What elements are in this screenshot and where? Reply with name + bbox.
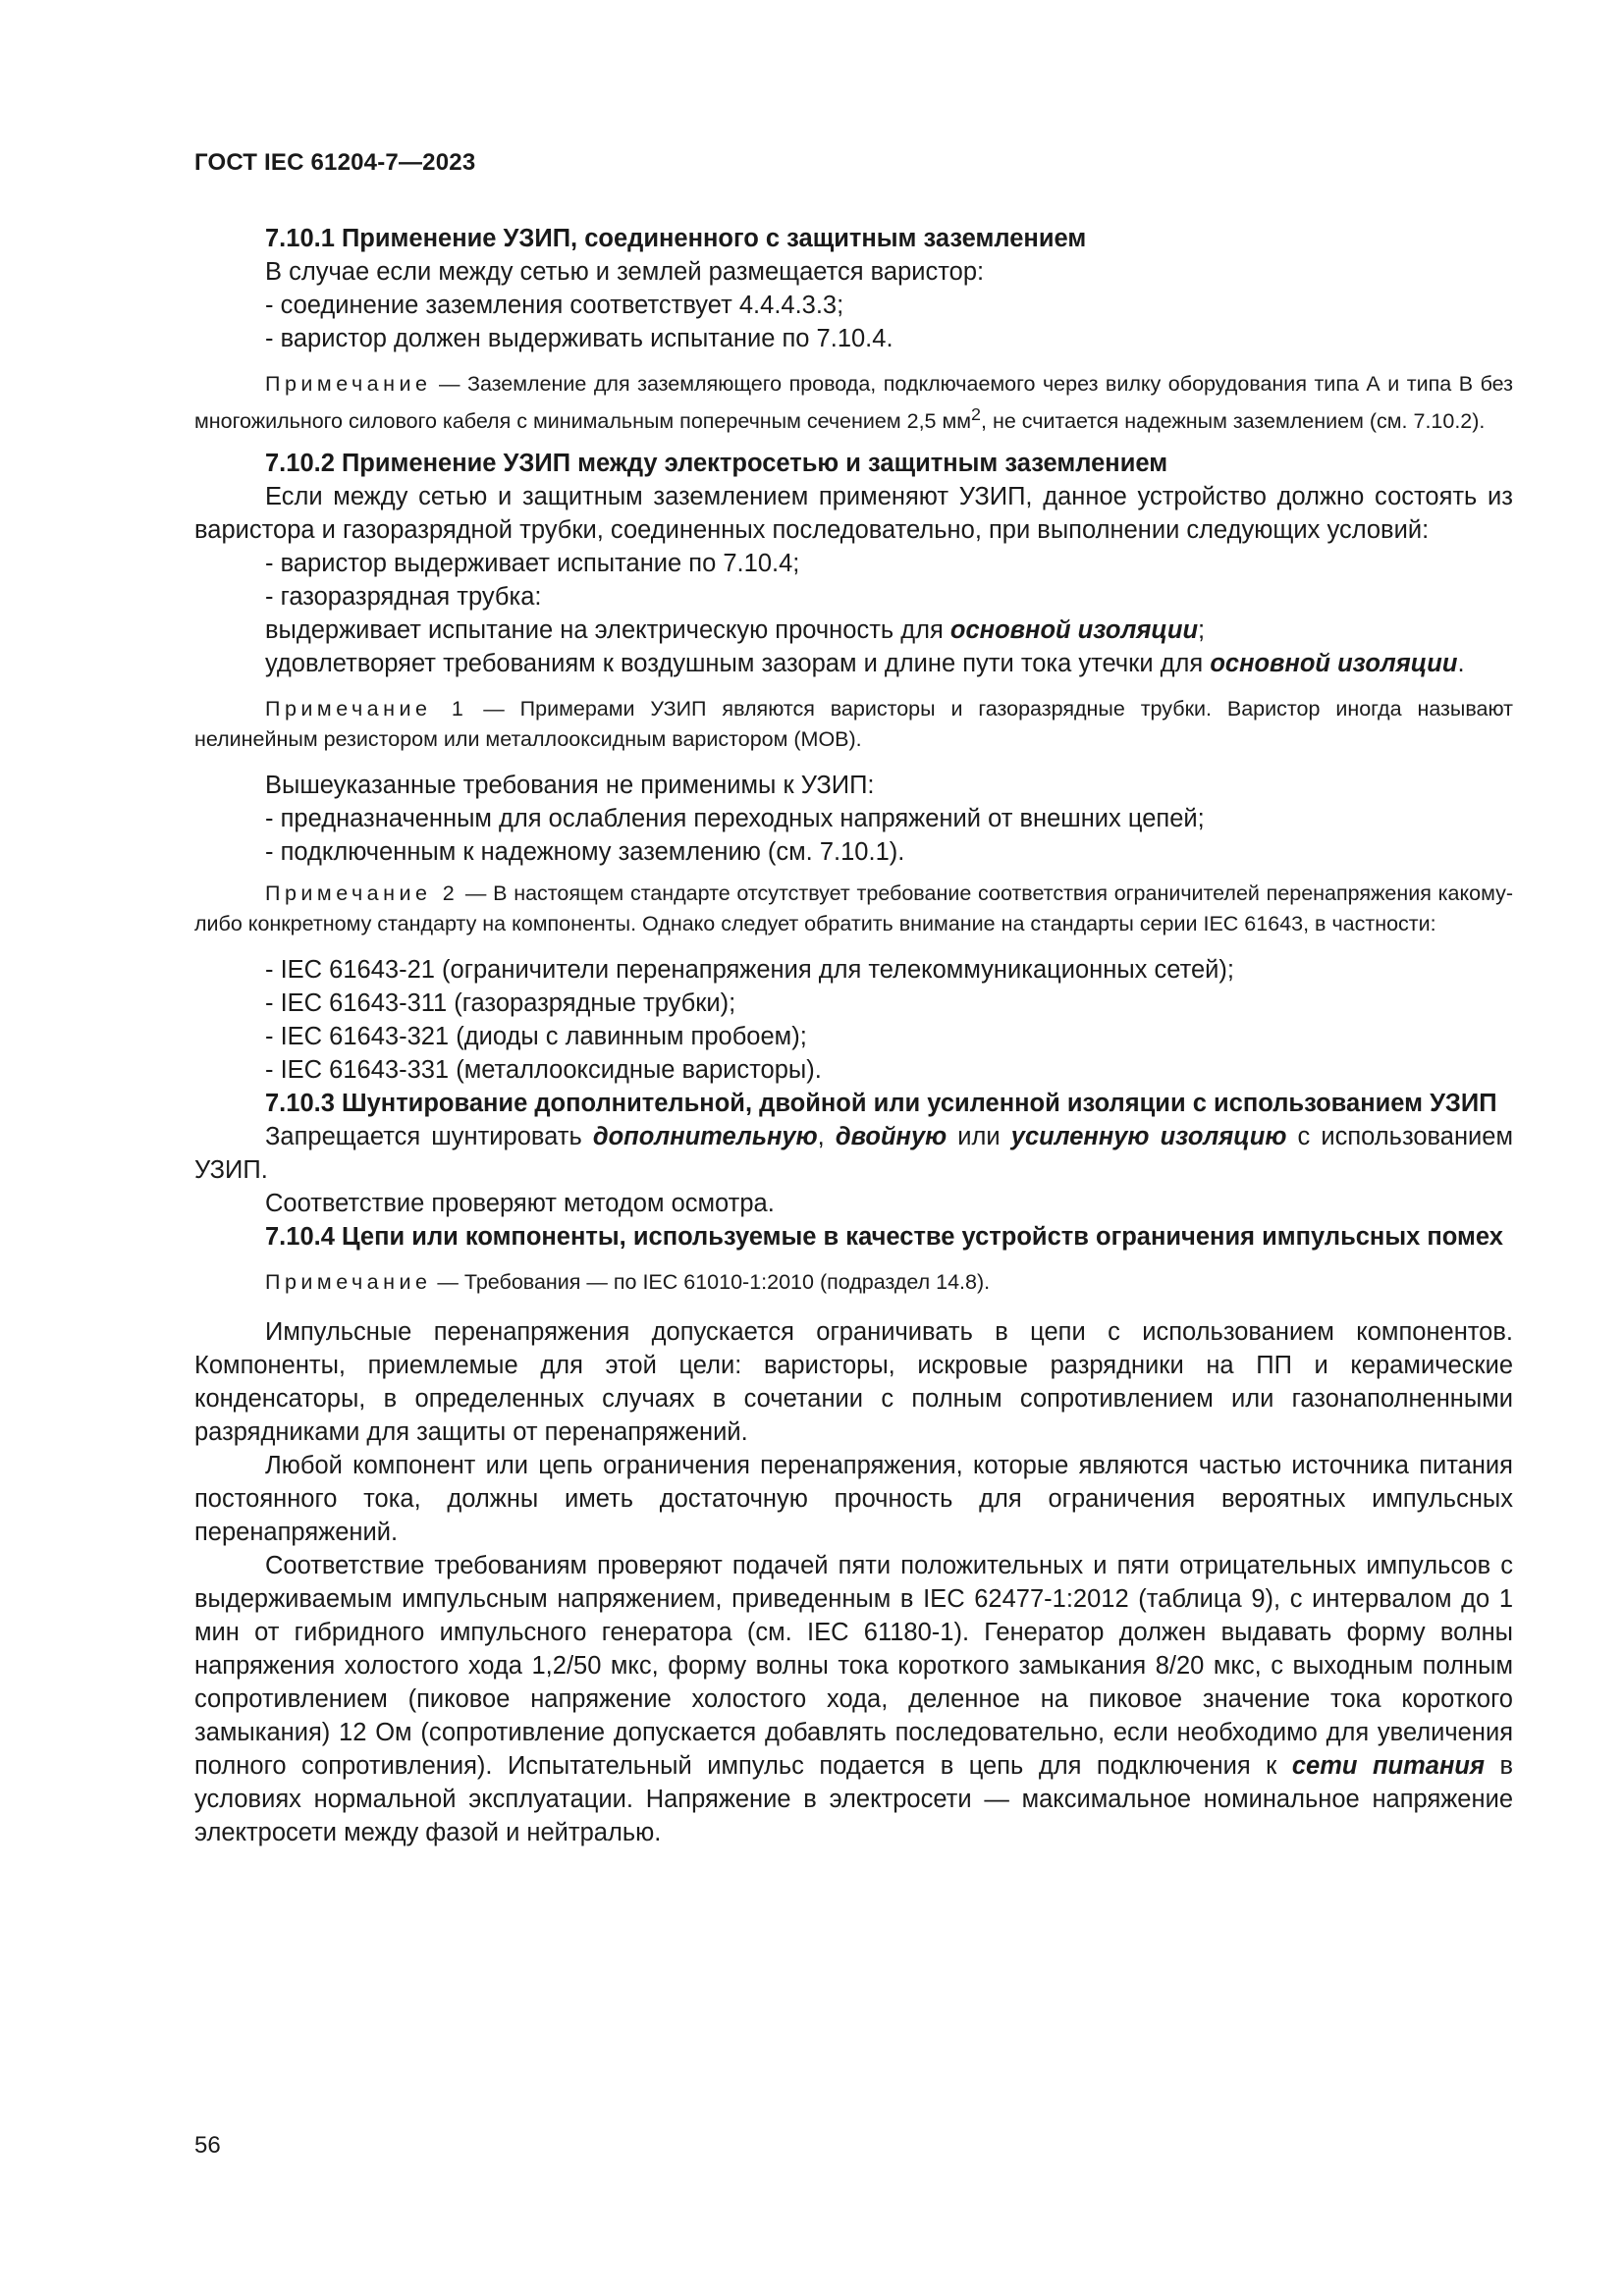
note-text: — Требования — по IEC 61010-1:2010 (подраздел 14.8). xyxy=(431,1270,991,1295)
paragraph xyxy=(194,1549,1513,1849)
text-run: ; xyxy=(1198,616,1206,645)
text-run: в условиях нормальной эксплуатации. Напряжение в электросети — максимальное номинальное напряжение электросети между фазой и нейтралью. xyxy=(194,1752,1514,1847)
section-heading-7-10-4: 7.10.4 Цепи или компоненты, используемые в качестве устройств ограничения импульсных помех xyxy=(265,1223,1503,1252)
list-item: - предназначенным для ослабления переходных напряжений от внешних цепей; xyxy=(265,805,1205,833)
section-heading-7-10-3: 7.10.3 Шунтирование дополнительной, двойной или усиленной изоляции с использованием УЗИП xyxy=(265,1090,1497,1118)
list-item: - варистор должен выдерживать испытание по 7.10.4. xyxy=(265,325,893,352)
list-item: - соединение заземления соответствует 4.4.4.3.3; xyxy=(265,292,844,319)
section-heading-7-10-2: 7.10.2 Применение УЗИП между электросетью и защитным заземлением xyxy=(265,450,1168,478)
paragraph: Вышеуказанные требования не применимы к УЗИП: xyxy=(265,772,875,800)
list-item: - варистор выдерживает испытание по 7.10.4; xyxy=(265,550,800,578)
note-label: Примечание 2 xyxy=(265,881,460,906)
list-item: - IEC 61643-321 (диоды с лавинным пробоем); xyxy=(265,1023,807,1051)
note-label: Примечание xyxy=(265,1270,432,1295)
paragraph: Любой компонент или цепь ограничения перенапряжения, которые являются частью источника питания постоянного тока, должны иметь достаточную прочность для ограничения вероятных импульсных перенапряжений. xyxy=(194,1452,1513,1547)
note-text: — Заземление для заземляющего провода, подключаемого через вилку оборудования типа А и типа В без многожильного силового кабеля с минимальным поперечным сечением 2,5 мм xyxy=(194,372,1513,434)
superscript: 2 xyxy=(971,404,982,424)
text-run: с использованием УЗИП. xyxy=(194,1123,1514,1185)
list-item: - газоразрядная трубка: xyxy=(265,583,542,612)
note-text: — Примерами УЗИП являются варисторы и газоразрядные трубки. Варистор иногда называют нелинейным резистором или металлооксидным варистором (MOB). xyxy=(194,697,1514,752)
sub-item xyxy=(194,647,1513,680)
text-run: , xyxy=(817,1123,836,1151)
text-run: выдерживает испытание на электрическую прочность для xyxy=(265,616,950,645)
list-item: - IEC 61643-311 (газоразрядные трубки); xyxy=(265,989,736,1018)
text-run: Соответствие требованиям проверяют подачей пяти положительных и пяти отрицательных импульсов с выдерживаемым импульсным напряжением, приведенным в IEC 62477-1:2012 (таблица 9), с интервалом до 1 мин от гибридного импульсного генератора (см. IEC 61180-1). Генератор должен выдавать форму волны напряжения холостого хода 1,2/50 мкс, форму волны тока короткого замыкания 8/20 мкс, с выходным полным сопротивлением (пиковое напряжение холостого хода, деленное на пиковое значение тока короткого замыкания) 12 Ом (сопротивление допускается добавлять последовательно, если необходимо для увеличения полного сопротивления). Испытательный импульс подается в цепь для подключения к xyxy=(194,1552,1513,1781)
list-item: - IEC 61643-21 (ограничители перенапряжения для телекоммуникационных сетей); xyxy=(265,956,1234,985)
defined-term: усиленную изоляцию xyxy=(1010,1123,1287,1151)
note-label: Примечание xyxy=(265,372,432,396)
section-heading-7-10-1: 7.10.1 Применение УЗИП, соединенного с защитным заземлением xyxy=(265,225,1087,252)
defined-term: основной изоляции xyxy=(949,616,1199,645)
list-item: - подключенным к надежному заземлению (см. 7.10.1). xyxy=(265,838,905,867)
document-header: ГОСТ IEC 61204-7—2023 xyxy=(194,149,476,176)
text-run: удовлетворяет требованиям к воздушным зазорам и длине пути тока утечки для xyxy=(265,650,1211,678)
list-item: - IEC 61643-331 (металлооксидные варисторы). xyxy=(265,1056,822,1085)
note xyxy=(194,1267,1513,1298)
sub-item xyxy=(194,614,1513,647)
paragraph: Соответствие проверяют методом осмотра. xyxy=(265,1190,775,1218)
text-run: . xyxy=(1457,650,1465,678)
text-run: или xyxy=(947,1123,1011,1151)
note xyxy=(194,694,1513,755)
note-text-end: , не считается надежным заземлением (см. 7.10.2). xyxy=(981,409,1486,434)
defined-term: двойную xyxy=(835,1123,947,1151)
paragraph: В случае если между сетью и землей размещается варистор: xyxy=(265,258,985,286)
text-run: Запрещается шунтировать xyxy=(265,1123,593,1151)
paragraph: Если между сетью и защитным заземлением применяют УЗИП, данное устройство должно состоять из варистора и газоразрядной трубки, соединенных последовательно, при выполнении следующих условий: xyxy=(194,483,1513,545)
note xyxy=(194,369,1513,437)
note xyxy=(194,879,1513,939)
paragraph: Импульсные перенапряжения допускается ограничивать в цепи с использованием компонентов. Компоненты, приемлемые для этой цели: варисторы, искровые разрядники на ПП и керамические конденсаторы, в определенных случаях в сочетании с полным сопротивлением или газонаполненными разрядниками для защиты от перенапряжений. xyxy=(194,1318,1513,1447)
defined-term: основной изоляции xyxy=(1210,650,1458,678)
main-content xyxy=(194,222,1513,1849)
page-number: 56 xyxy=(194,2132,221,2159)
defined-term: сети питания xyxy=(1291,1752,1485,1781)
defined-term: дополнительную xyxy=(592,1123,818,1151)
note-text: — В настоящем стандарте отсутствует требование соответствия ограничителей перенапряжения какому-либо конкретному стандарту на компоненты. Однако следует обратить внимание на стандарты серии IEC 61643, в частности: xyxy=(194,881,1513,936)
note-label: Примечание 1 xyxy=(265,697,468,721)
paragraph xyxy=(194,1120,1513,1187)
